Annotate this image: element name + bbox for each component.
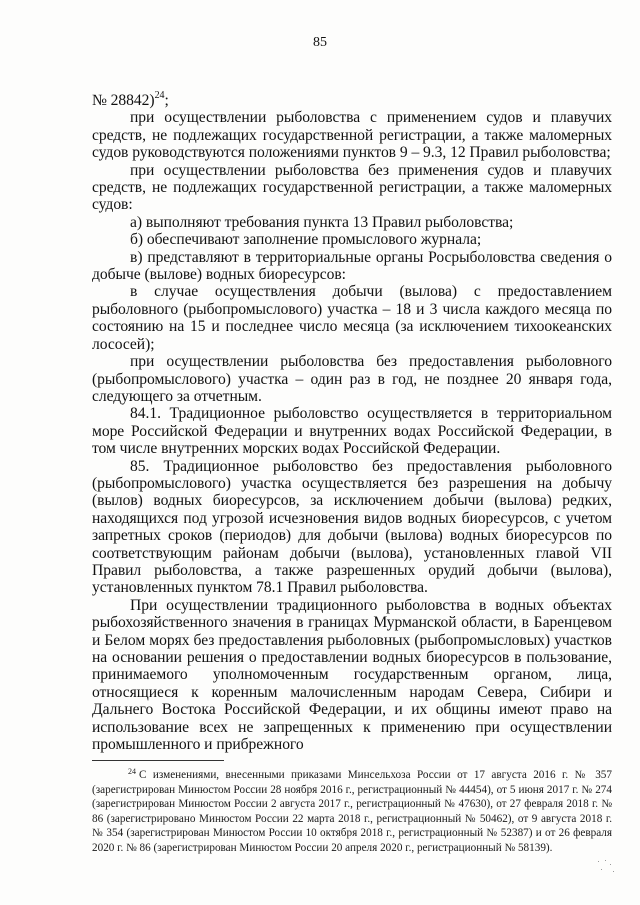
clause-84-1: 84.1. Традиционное рыболовство осуществляется в территориальном море Российской Федерации и внутренних водах Российской Федерации, в том числе внутренних морских водах Российской Федерации. xyxy=(92,405,612,458)
page-number: 85 xyxy=(313,35,327,50)
footnote-text: С изменениями, внесенными приказами Минсельхоза России от 17 августа 2016 г. № 357 (зарегистрирован Минюстом России 28 ноября 2016 г., регистрационный № 44454), от 5 июня 2017 г. № 274 (зарегистрирован Минюстом России 2 августа 2017 г., регистрационный № 47630), от 27 февраля 2018 г. № 86 (зарегистрировано Минюстом России 22 марта 2018 г., регистрационный № 50462), от 9 августа 2018 г. № 354 (зарегистрирован Минюстом России 10 октября 2018 г., регистрационный № 52387) и от 26 февраля 2020 г. № 86 (зарегистрирован Минюстом России 20 апреля 2020 г., регистрационный № 58139). xyxy=(92,769,612,854)
footnote xyxy=(92,768,612,856)
paragraph-without-fishing-area: при осуществлении рыболовства без предоставления рыболовного (рыбопромыслового) участка – один раз в год, не позднее 20 января года, следующего за отчетным. xyxy=(92,353,612,405)
paragraph-with-vessels: при осуществлении рыболовства с применением судов и плавучих средств, не подлежащих государственной регистрации, а также маломерных судов руководствуются положениями пунктов 9 – 9.3, 12 Правил рыболовства; xyxy=(92,109,612,162)
paragraph-with-fishing-area: в случае осуществления добычи (вылова) с предоставлением рыболовного (рыбопромыслового) участка – 18 и 3 числа каждого месяца по состоянию на 15 и последнее число месяца (за исключением тихоокеанских лососей); xyxy=(92,283,612,353)
paragraph-without-vessels: при осуществлении рыболовства без применения судов и плавучих средств, не подлежащих государственной регистрации, а также маломерных судов: xyxy=(92,161,612,214)
paragraph-murmansk-region: При осуществлении традиционного рыболовства в водных объектах рыбохозяйственного значения в границах Мурманской области, в Баренцевом и Белом морях без предоставления рыболовных (рыбопромысловых) участков на основании решения о предоставлении водных биоресурсов в пользование, принимаемого уполномоченным государственным органом, лица, относящиеся к коренным малочисленным народам Севера, Сибири и Дальнего Востока Российской Федерации, и их общины имеют право на использование всех не запрещенных к применению при осуществлении промышленного и прибрежного xyxy=(92,596,612,754)
list-item-c: в) представляют в территориальные органы Росрыболовства сведения о добыче (вылове) водных биоресурсов: xyxy=(92,248,612,284)
clause-85: 85. Традиционное рыболовство без предоставления рыболовного (рыбопромыслового) участка осуществляется без разрешения на добычу (вылов) водных биоресурсов, за исключением добычи (вылова) редких, находящихся под угрозой исчезновения видов водных биоресурсов, с учетом запретных сроков (периодов) для добычи (вылова) водных биоресурсов по соответствующим районам добычи (вылова), установленных главой VII Правил рыболовства, а также разрешенных орудий добычи (вылова), установленных пунктом 78.1 Правил рыболовства. xyxy=(92,457,612,597)
registration-number-tail: ; xyxy=(164,92,169,109)
footnote-mark: 24 xyxy=(128,767,136,776)
list-item-a: а) выполняют требования пункта 13 Правил рыболовства; xyxy=(130,213,514,231)
footnote-reference[interactable]: 24 xyxy=(154,90,165,101)
scan-noise xyxy=(596,858,616,874)
list-item-b: б) обеспечивают заполнение промыслового журнала; xyxy=(130,231,482,249)
registration-number-text: № 28842) xyxy=(92,92,155,109)
paragraph-reference-line xyxy=(92,92,612,109)
footnote-divider xyxy=(92,760,224,761)
document-body xyxy=(92,92,612,753)
